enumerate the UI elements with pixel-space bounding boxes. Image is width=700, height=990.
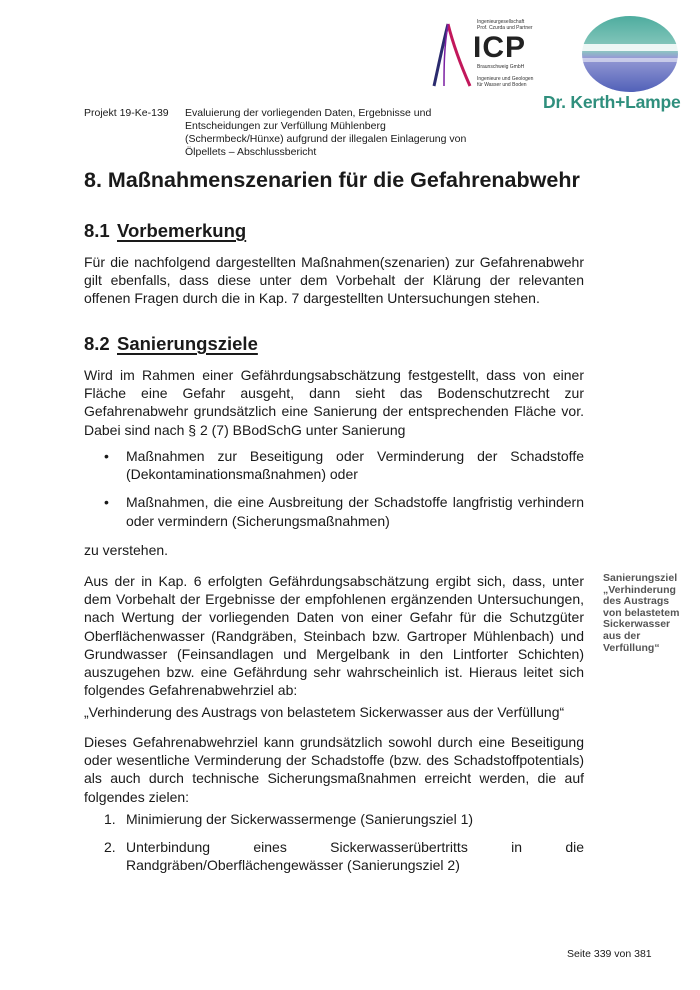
chapter-title: 8. Maßnahmenszenarien für die Gefahrenabwehr — [84, 168, 580, 192]
bullet-icon: • — [104, 494, 109, 511]
kerth-lampe-logo-icon — [568, 14, 693, 94]
section-heading-8-2 — [84, 333, 258, 355]
icp-location: Braunschweig GmbH — [477, 64, 525, 70]
section-number: 8.1 — [84, 220, 110, 241]
after-bullets-text: zu verstehen. — [84, 542, 169, 558]
margin-note: Sanierungsziel „Verhinderung des Austrags von belastetem Sickerwasser aus der Verfüllung“ — [603, 572, 680, 654]
section-heading-8-1 — [84, 220, 246, 242]
project-title: Evaluierung der vorliegenden Daten, Ergebnisse und Entscheidungen zur Verfüllung Mühlenberg (Schermbeck/Hünxe) aufgrund der illegalen Einlagerung von Ölpellets – Abschlussbericht — [185, 107, 467, 158]
list-item: 1. Minimierung der Sickerwassermenge (Sanierungsziel 1) — [104, 811, 474, 827]
list-item: 2. Unterbindung eines Sickerwasserübertritts in die Randgräben/Oberflächengewässer (Sanierungsziel 2) — [104, 839, 584, 874]
bullet-list — [84, 447, 584, 530]
numbered-list — [84, 810, 584, 875]
icp-tagline: Ingenieurgesellschaft Prof. Czurda und Partner — [477, 19, 533, 31]
list-item: • Maßnahmen zur Beseitigung oder Verminderung der Schadstoffe (Dekontaminationsmaßnahmen) oder — [104, 448, 584, 483]
section-title: Vorbemerkung — [117, 220, 247, 241]
zielsetzung-paragraph: Dieses Gefahrenabwehrziel kann grundsätzlich sowohl durch eine Beseitigung oder wesentliche Verminderung der Schadstoffe (bzw. des Schadstoffpotentials) als auch durch technische Sicherungsmaßnahmen erreicht werden, die auf folgendes zielen: — [84, 734, 584, 805]
list-item: • Maßnahmen, die eine Ausbreitung der Schadstoffe langfristig verhindern oder vermindern (Sicherungsmaßnahmen) — [104, 494, 584, 529]
page-number: Seite 339 von 381 — [567, 948, 652, 960]
project-id: Projekt 19-Ke-139 — [84, 107, 169, 119]
bullet-icon: • — [104, 448, 109, 464]
icp-subline: Ingenieure und Geologen für Wasser und Boden — [477, 76, 534, 88]
gefaehrdung-paragraph: Aus der in Kap. 6 erfolgten Gefährdungsabschätzung ergibt sich, dass, unter dem Vorbehalt der Ergebnisse der empfohlenen ergänzenden Untersuchungen, nach Wertung der vorliegenden Daten von einer Gefahr für die Schutzgüter Oberflächenwasser (Randgräben, Steinbach bzw. Gartroper Mühlenbach) und Grundwasser (Feinsandlagen und Mergelbank in den Lintforter Schichten) auszugehen bzw. eine Gefährdung sehr wahrscheinlich ist. Hieraus leitet sich folgendes Gefahrenabwehrziel ab: — [84, 573, 584, 699]
kerth-lampe-name: Dr. Kerth+Lampe — [543, 92, 681, 112]
gefahrenabwehrziel-quote: „Verhinderung des Austrags von belastetem Sickerwasser aus der Verfüllung“ — [84, 704, 565, 720]
section-number: 8.2 — [84, 333, 110, 354]
sanierung-intro-paragraph: Wird im Rahmen einer Gefährdungsabschätzung festgestellt, dass von einer Fläche eine Gefahr ausgeht, dann sieht das Bodenschutzrecht zur Gefahrenabwehr grundsätzlich eine Sanierung der entsprechenden Fläche vor. Dabei sind nach § 2 (7) BBodSchG unter Sanierung — [84, 367, 584, 438]
icp-name: ICP — [473, 31, 527, 64]
section-title: Sanierungsziele — [117, 333, 258, 354]
vorbemerkung-paragraph: Für die nachfolgend dargestellten Maßnahmen(szenarien) zur Gefahrenabwehr gilt ebenfalls, dass diese unter dem Vorbehalt der Klärung der relevanten offenen Fragen durch die in Kap. 7 dargestellten Untersuchungen stehen. — [84, 254, 584, 307]
